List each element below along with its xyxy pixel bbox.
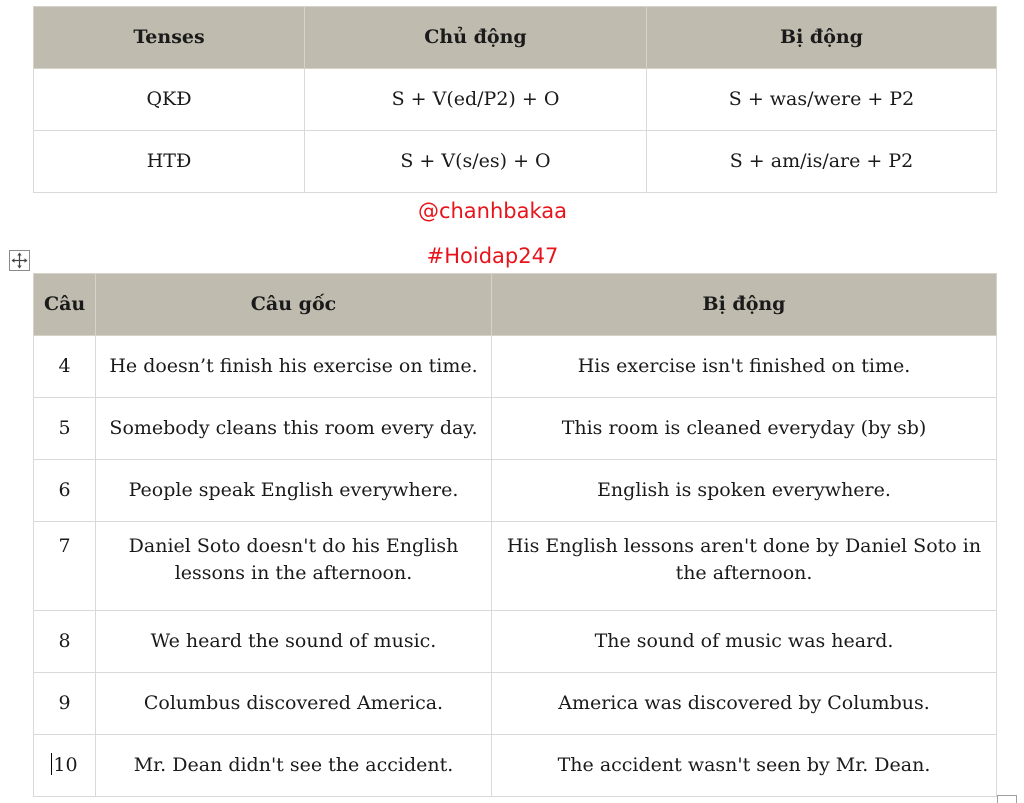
original-sentence-cell[interactable]: Columbus discovered America. bbox=[96, 673, 492, 735]
tenses-header-row bbox=[34, 7, 997, 69]
sentences-table bbox=[33, 273, 997, 797]
passive-sentence-cell[interactable]: His exercise isn't finished on time. bbox=[492, 336, 997, 398]
table-row bbox=[34, 522, 997, 611]
number-cell[interactable]: 5 bbox=[34, 398, 96, 460]
sentences-header-row bbox=[34, 274, 997, 336]
number-cell[interactable]: 4 bbox=[34, 336, 96, 398]
table-resize-handle[interactable] bbox=[997, 795, 1017, 803]
table-row bbox=[34, 131, 997, 193]
tenses-header-cell[interactable]: Tenses bbox=[34, 7, 305, 69]
table-row bbox=[34, 336, 997, 398]
table-move-handle-icon[interactable] bbox=[9, 250, 30, 271]
tenses-table bbox=[33, 6, 997, 193]
number-cell[interactable]: 9 bbox=[34, 673, 96, 735]
table-row bbox=[34, 735, 997, 797]
table-row bbox=[34, 673, 997, 735]
active-formula-cell[interactable]: S + V(s/es) + O bbox=[305, 131, 647, 193]
passive-sentence-cell[interactable]: The sound of music was heard. bbox=[492, 611, 997, 673]
tenses-header-cell[interactable]: Bị động bbox=[647, 7, 997, 69]
sentences-header-cell[interactable]: Câu gốc bbox=[96, 274, 492, 336]
original-sentence-cell[interactable]: Daniel Soto doesn't do his English lessons in the afternoon. bbox=[96, 522, 492, 611]
table-row bbox=[34, 398, 997, 460]
tense-name-cell[interactable]: QKĐ bbox=[34, 69, 305, 131]
original-sentence-cell[interactable]: People speak English everywhere. bbox=[96, 460, 492, 522]
watermark-hashtag: #Hoidap247 bbox=[426, 244, 559, 268]
passive-sentence-cell[interactable]: This room is cleaned everyday (by sb) bbox=[492, 398, 997, 460]
number-cell[interactable]: 6 bbox=[34, 460, 96, 522]
passive-sentence-cell[interactable]: The accident wasn't seen by Mr. Dean. bbox=[492, 735, 997, 797]
number-cell[interactable] bbox=[34, 735, 96, 797]
original-sentence-cell[interactable]: We heard the sound of music. bbox=[96, 611, 492, 673]
table-row bbox=[34, 69, 997, 131]
number-cell[interactable]: 7 bbox=[34, 522, 96, 611]
number-cell[interactable]: 8 bbox=[34, 611, 96, 673]
tenses-header-cell[interactable]: Chủ động bbox=[305, 7, 647, 69]
passive-formula-cell[interactable]: S + was/were + P2 bbox=[647, 69, 997, 131]
sentences-header-cell[interactable]: Câu bbox=[34, 274, 96, 336]
active-formula-cell[interactable]: S + V(ed/P2) + O bbox=[305, 69, 647, 131]
sentences-header-cell[interactable]: Bị động bbox=[492, 274, 997, 336]
original-sentence-cell[interactable]: He doesn’t finish his exercise on time. bbox=[96, 336, 492, 398]
passive-formula-cell[interactable]: S + am/is/are + P2 bbox=[647, 131, 997, 193]
table-row bbox=[34, 611, 997, 673]
passive-sentence-cell[interactable]: America was discovered by Columbus. bbox=[492, 673, 997, 735]
passive-sentence-cell[interactable]: His English lessons aren't done by Daniel Soto in the afternoon. bbox=[492, 522, 997, 611]
number-cell-text: 10 bbox=[53, 754, 78, 776]
original-sentence-cell[interactable]: Somebody cleans this room every day. bbox=[96, 398, 492, 460]
tense-name-cell[interactable]: HTĐ bbox=[34, 131, 305, 193]
watermark-username: @chanhbakaa bbox=[417, 199, 568, 223]
original-sentence-cell[interactable]: Mr. Dean didn't see the accident. bbox=[96, 735, 492, 797]
passive-sentence-cell[interactable]: English is spoken everywhere. bbox=[492, 460, 997, 522]
table-row bbox=[34, 460, 997, 522]
